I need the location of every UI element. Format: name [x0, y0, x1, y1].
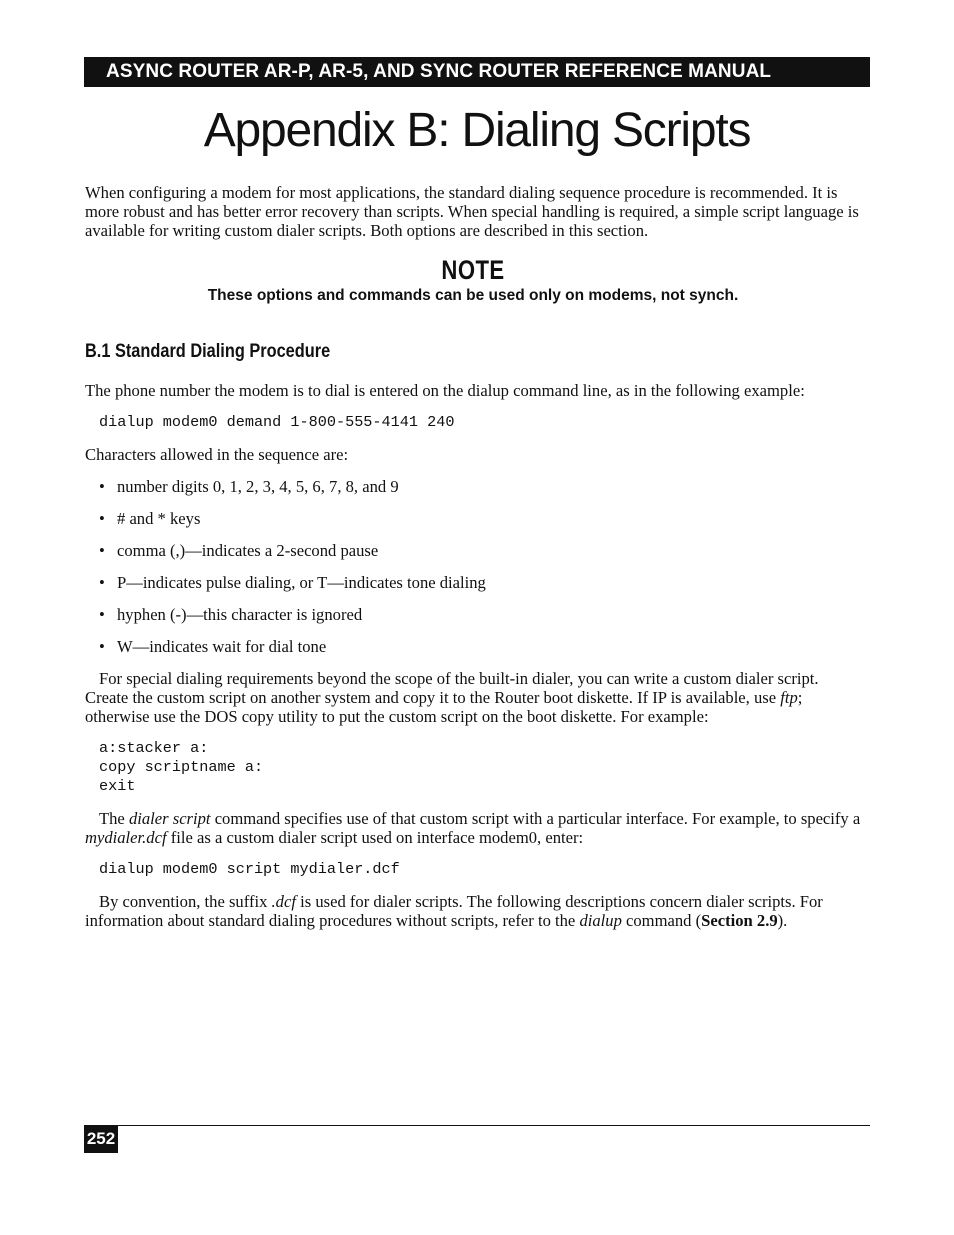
list-item: • comma (,)—indicates a 2-second pause	[85, 541, 861, 560]
dialup-term: dialup	[579, 911, 622, 930]
list-item: • P—indicates pulse dialing, or T—indicates tone dialing	[85, 573, 861, 592]
intro-paragraph: When configuring a modem for most applications, the standard dialing sequence procedure is recommended. It is more robust and has better error recovery than scripts. When special handling is required, a simple script language is available for writing custom dialer scripts. Both options are described in this section.	[85, 183, 859, 240]
page-title: Appendix B: Dialing Scripts	[203, 104, 751, 157]
list-item: • hyphen (-)—this character is ignored	[85, 605, 861, 624]
section-paragraph-1: The phone number the modem is to dial is entered on the dialup command line, as in the following example:	[85, 381, 805, 400]
allowed-characters-list	[85, 477, 861, 656]
footer-rule	[84, 1125, 870, 1126]
code-example-dialup-script: dialup modem0 script mydialer.dcf	[99, 860, 400, 878]
dialer-script-term: dialer script	[128, 809, 211, 828]
section-reference: Section 2.9	[701, 911, 778, 930]
code-example-copy-script: a:stacker a: copy scriptname a: exit	[99, 739, 264, 795]
section-heading: B.1 Standard Dialing Procedure	[85, 341, 331, 362]
note-title: NOTE	[441, 255, 505, 285]
list-item: • # and * keys	[85, 509, 861, 528]
ftp-term: ftp	[780, 688, 798, 707]
section-paragraph-5: By convention, the suffix .dcf is used for dialer scripts. The following descriptions concern dialer scripts. For information about standard dialing procedures without scripts, refer to the dialup command (Section 2.9).	[85, 892, 823, 930]
list-item: • W—indicates wait for dial tone	[85, 637, 861, 656]
filename-term: mydialer.dcf	[85, 828, 167, 847]
list-item: • number digits 0, 1, 2, 3, 4, 5, 6, 7, 8, and 9	[85, 477, 861, 496]
page-number: 252	[84, 1125, 118, 1153]
code-example-dialup-demand: dialup modem0 demand 1-800-555-4141 240	[99, 413, 455, 431]
section-paragraph-4: The dialer script command specifies use of that custom script with a particular interface. For example, to specify a mydialer.dcf file as a custom dialer script used on interface modem0, enter:	[85, 809, 861, 847]
section-paragraph-3: For special dialing requirements beyond the scope of the built-in dialer, you can write a custom dialer script. Create the custom script on another system and copy it to the Router boot diskette. If IP is available, use ftp; otherwise use the DOS copy utility to put the custom script on the boot diskette. For example:	[85, 669, 819, 726]
note-text: These options and commands can be used only on modems, not synch.	[207, 287, 739, 304]
suffix-term: .dcf	[271, 892, 296, 911]
section-paragraph-2: Characters allowed in the sequence are:	[85, 445, 349, 464]
page-content	[85, 183, 861, 943]
running-header: ASYNC ROUTER AR-P, AR-5, AND SYNC ROUTER REFERENCE MANUAL	[84, 57, 870, 87]
